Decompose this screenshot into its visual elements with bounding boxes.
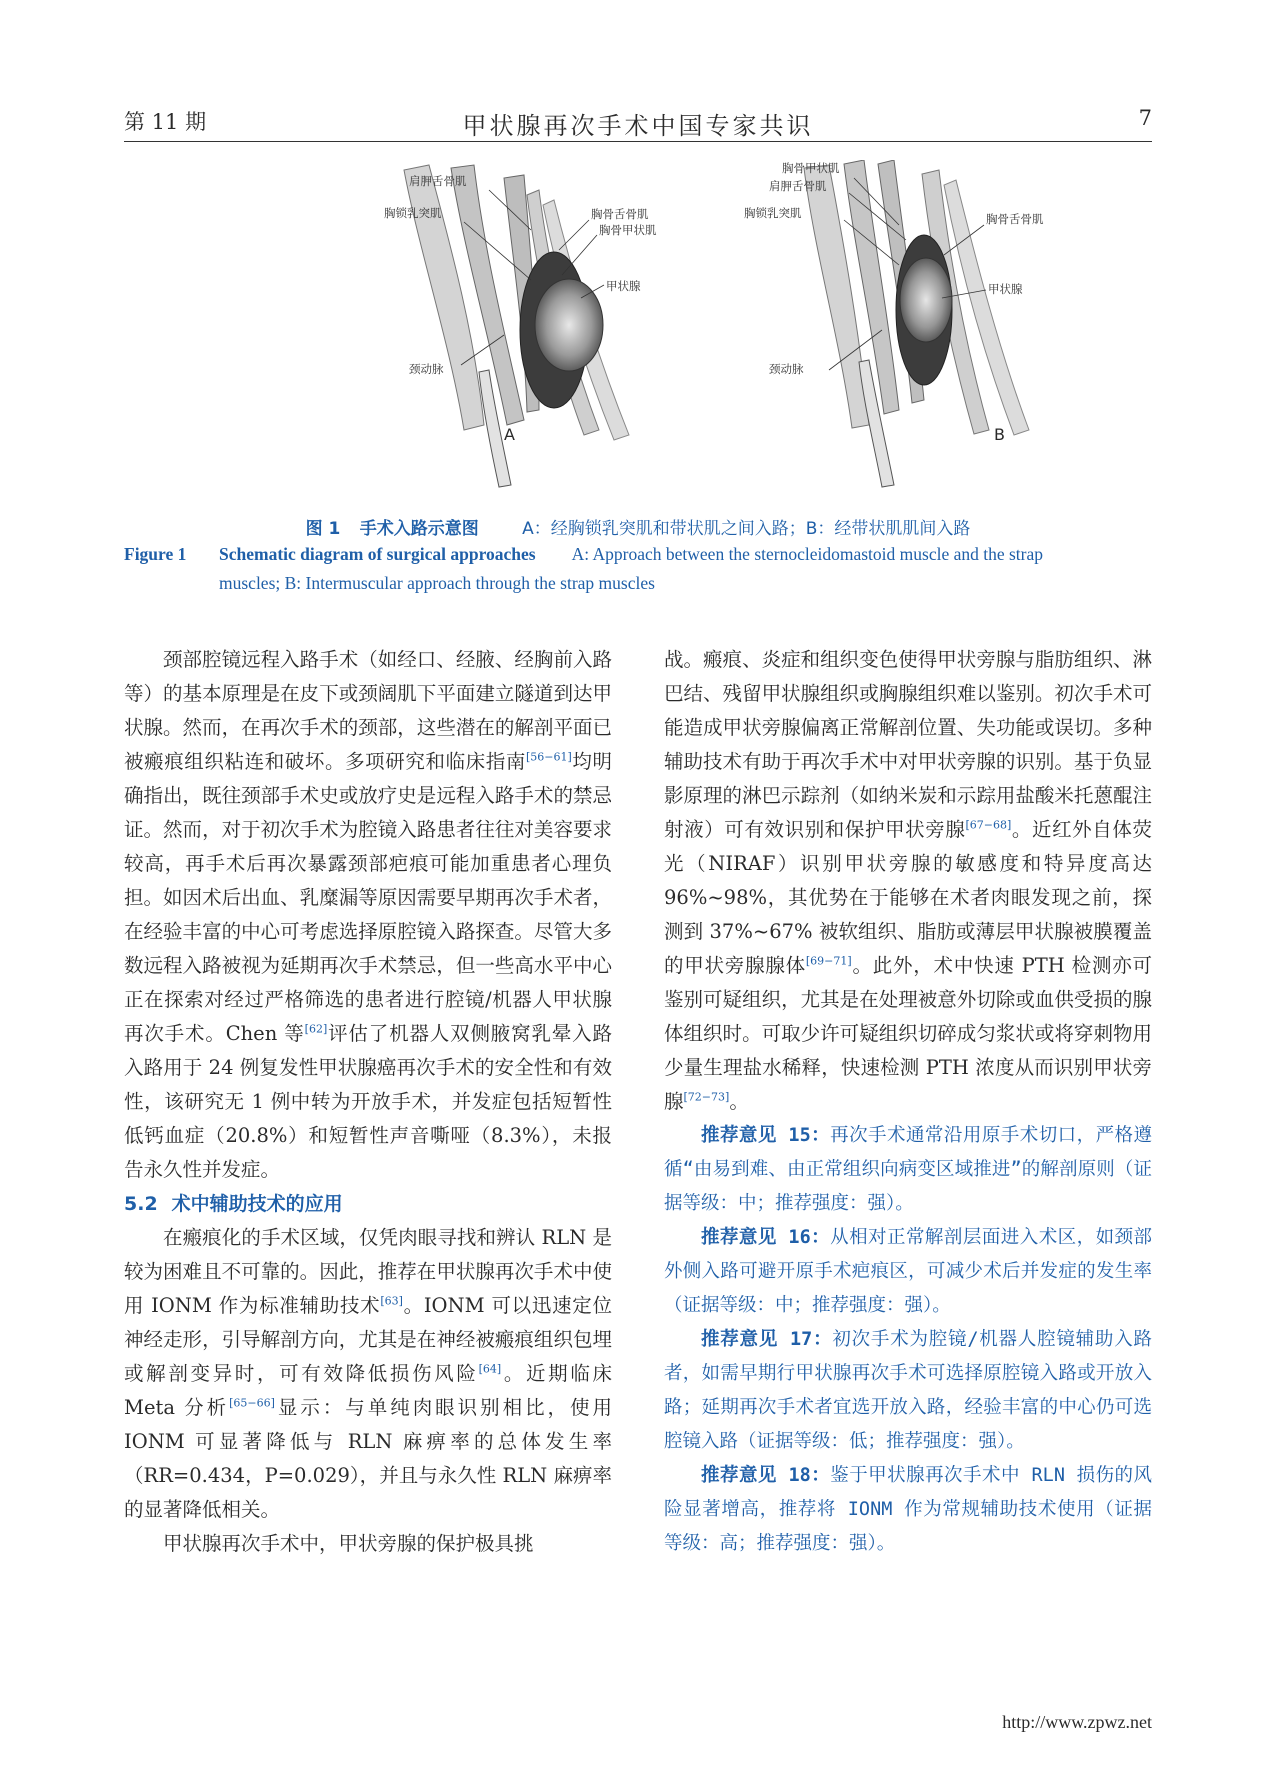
recommendation-label: 推荐意见 18： bbox=[701, 1465, 831, 1486]
label-b-sternothyroid: 胸骨甲状肌 bbox=[782, 161, 840, 175]
paragraph bbox=[124, 643, 612, 1187]
citation[interactable]: [69−71] bbox=[805, 954, 852, 968]
label-a-carotid: 颈动脉 bbox=[409, 362, 444, 376]
citation[interactable]: [65−66] bbox=[229, 1396, 275, 1410]
text-run: 显示：与单纯肉眼识别相比，使用 IONM 可显著降低与 RLN 麻痹率的总体发生率（RR=0.434，P=0.029），并且与永久性 RLN 麻痹率的显著降低相关。 bbox=[124, 1396, 612, 1521]
recommendation-label: 推荐意见 16： bbox=[701, 1227, 831, 1248]
figure-caption-en bbox=[124, 540, 1152, 598]
text-run: 在瘢痕化的手术区域，仅凭肉眼寻找和辨认 RLN 是较为困难且不可靠的。因此，推荐在甲状腺再次手术中使用 IONM 作为标准辅助技术 bbox=[124, 1226, 612, 1317]
recommendation-18 bbox=[664, 1459, 1152, 1561]
text-run: 。此外，术中快速 PTH 检测亦可鉴别可疑组织，尤其是在处理被意外切除或血供受损的腺体组织时。可取少许可疑组织切碎成匀浆状或将穿刺物用少量生理盐水稀释，快速检测 PTH 浓度从而识别甲状旁腺 bbox=[664, 954, 1152, 1113]
figure-panel-a bbox=[299, 160, 719, 495]
section-heading bbox=[124, 1187, 612, 1221]
left-column bbox=[124, 643, 612, 1561]
journal-running-title: 甲状腺再次手术中国专家共识 bbox=[462, 112, 814, 140]
surgical-illustration-b bbox=[694, 160, 1154, 495]
text-run: 战。瘢痕、炎症和组织变色使得甲状旁腺与脂肪组织、淋巴结、残留甲状腺组织或胸腺组织难以鉴别。初次手术可能造成甲状旁腺偏离正常解剖位置、失功能或误切。多种辅助技术有助于再次手术中对甲状旁腺的识别。基于负显影原理的淋巴示踪剂（如纳米炭和示踪用盐酸米托蒽醌注射液）可有效识别和保护甲状旁腺 bbox=[664, 648, 1152, 841]
text-run: 。 bbox=[729, 1090, 749, 1113]
citation[interactable]: [63] bbox=[380, 1294, 403, 1308]
citation[interactable]: [56−61] bbox=[525, 750, 572, 764]
issue-number: 第 11 期 bbox=[124, 110, 207, 134]
paragraph: 甲状腺再次手术中，甲状旁腺的保护极具挑 bbox=[163, 1532, 534, 1555]
panel-b-letter: B bbox=[994, 425, 1005, 444]
caption-en-number: Figure 1 bbox=[124, 544, 187, 564]
journal-url-link[interactable]: http://www.zpwz.net bbox=[1002, 1712, 1152, 1732]
text-run: 。近期临床 Meta 分析 bbox=[124, 1362, 612, 1419]
citation[interactable]: [64] bbox=[478, 1362, 502, 1376]
text-run: 。IONM 可以迅速定位神经走形，引导解剖方向，尤其是在神经被瘢痕组织包埋或解剖变异时，可有效降低损伤风险 bbox=[124, 1294, 612, 1385]
caption-en-title: Schematic diagram of surgical approaches bbox=[219, 544, 536, 564]
recommendation-text: 从相对正常解剖层面进入术区，如颈部外侧入路可避开原手术疤痕区，可减少术后并发症的发生率（证据等级：中；推荐强度：强）。 bbox=[664, 1227, 1152, 1316]
paragraph bbox=[124, 1221, 612, 1527]
label-a-sternothyroid: 胸骨甲状肌 bbox=[599, 223, 657, 237]
header-divider bbox=[124, 141, 1152, 142]
text-run: 颈部腔镜远程入路手术（如经口、经腋、经胸前入路等）的基本原理是在皮下或颈阔肌下平面建立隧道到达甲状腺。然而，在再次手术的颈部，这些潜在的解剖平面已被瘢痕组织粘连和破坏。多项研究和临床指南 bbox=[124, 648, 612, 773]
text-run: 均明确指出，既往颈部手术史或放疗史是远程入路手术的禁忌证。然而，对于初次手术为腔镜入路患者往往对美容要求较高，再手术后再次暴露颈部疤痕可能加重患者心理负担。如因术后出血、乳糜漏等原因需要早期再次手术者，在经验丰富的中心可考虑选择原腔镜入路探查。尽管大多数远程入路被视为延期再次手术禁忌，但一些高水平中心正在探索对经过严格筛选的患者进行腔镜/机器人甲状腺再次手术。Chen 等 bbox=[124, 750, 612, 1045]
section-title: 术中辅助技术的应用 bbox=[171, 1193, 343, 1215]
label-b-carotid: 颈动脉 bbox=[769, 362, 804, 376]
right-column bbox=[664, 643, 1152, 1561]
label-a-omohyoid: 肩胛舌骨肌 bbox=[409, 174, 467, 188]
label-b-omohyoid: 肩胛舌骨肌 bbox=[769, 179, 827, 193]
label-b-thyroid: 甲状腺 bbox=[988, 282, 1023, 296]
recommendation-label: 推荐意见 15： bbox=[701, 1125, 831, 1146]
running-header bbox=[124, 106, 1152, 140]
surgical-illustration-a bbox=[299, 160, 719, 495]
caption-cn-description: A：经胸锁乳突肌和带状肌之间入路；B：经带状肌肌间入路 bbox=[522, 519, 971, 539]
recommendation-text: 初次手术为腔镜/机器人腔镜辅助入路者，如需早期行甲状腺再次手术可选择原腔镜入路或开放入路；延期再次手术者宜选开放入路，经验丰富的中心仍可选腔镜入路（证据等级：低；推荐强度：强）。 bbox=[664, 1329, 1152, 1452]
citation[interactable]: [62] bbox=[304, 1022, 328, 1036]
label-b-sternohyoid: 胸骨舌骨肌 bbox=[986, 212, 1044, 226]
citation[interactable]: [67−68] bbox=[965, 818, 1012, 832]
recommendation-text: 鉴于甲状腺再次手术中 RLN 损伤的风险显著增高，推荐将 IONM 作为常规辅助技术使用（证据等级：高；推荐强度：强）。 bbox=[664, 1465, 1152, 1554]
label-a-thyroid: 甲状腺 bbox=[606, 279, 641, 293]
label-a-sternohyoid: 胸骨舌骨肌 bbox=[591, 207, 649, 221]
recommendation-text: 再次手术通常沿用原手术切口，严格遵循“由易到难、由正常组织向病变区域推进”的解剖原则（证据等级：中；推荐强度：强）。 bbox=[664, 1125, 1152, 1214]
panel-a-letter: A bbox=[504, 425, 515, 444]
recommendation-label: 推荐意见 17： bbox=[701, 1329, 833, 1350]
caption-en-description-line1: A: Approach between the sternocleidomastoid muscle and the strap bbox=[571, 544, 1043, 564]
recommendation-15 bbox=[664, 1119, 1152, 1221]
text-run: 。近红外自体荧光（NIRAF）识别甲状旁腺的敏感度和特异度高达 96%~98%，其优势在于能够在术者肉眼发现之前，探测到 37%~67% 被软组织、脂肪或薄层甲状腺被膜覆盖的甲状旁腺腺体 bbox=[664, 818, 1152, 977]
caption-cn-number: 图 1 bbox=[305, 519, 341, 539]
label-b-sternocleidomastoid: 胸锁乳突肌 bbox=[744, 206, 802, 220]
figure-panel-b bbox=[694, 160, 1154, 495]
label-a-sternocleidomastoid: 胸锁乳突肌 bbox=[384, 206, 442, 220]
recommendation-17 bbox=[664, 1323, 1152, 1459]
section-number: 5.2 bbox=[124, 1193, 158, 1215]
caption-cn-title: 手术入路示意图 bbox=[359, 519, 479, 539]
citation[interactable]: [72−73] bbox=[683, 1090, 730, 1104]
paragraph bbox=[664, 643, 1152, 1119]
figure-1 bbox=[124, 160, 1152, 520]
caption-en-description-line2: muscles; B: Intermuscular approach through the strap muscles bbox=[219, 573, 655, 593]
page-number: 7 bbox=[1138, 106, 1152, 130]
text-run: 评估了机器人双侧腋窝乳晕入路入路用于 24 例复发性甲状腺癌再次手术的安全性和有效性，该研究无 1 例中转为开放手术，并发症包括短暂性低钙血症（20.8%）和短暂性声音嘶哑（8.3%），未报告永久性并发症。 bbox=[124, 1022, 612, 1181]
figure-caption-cn bbox=[124, 514, 1152, 539]
recommendation-16 bbox=[664, 1221, 1152, 1323]
